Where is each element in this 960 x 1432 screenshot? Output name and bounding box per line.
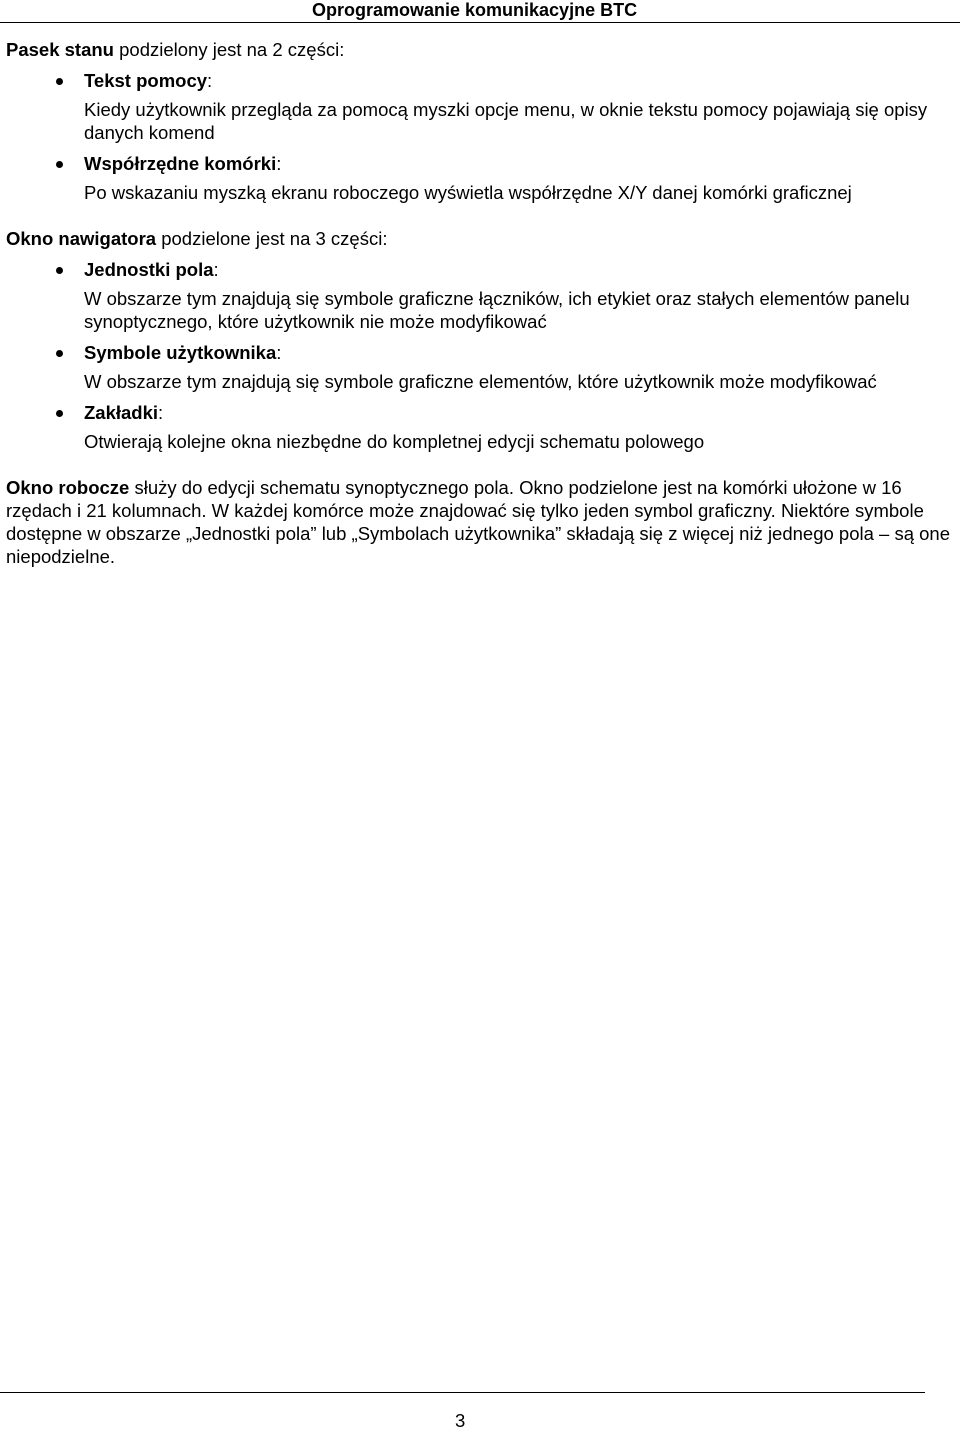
list-item [6, 152, 956, 175]
page-number: 3 [455, 1410, 466, 1431]
item-description: Kiedy użytkownik przegląda za pomocą myszki opcje menu, w oknie tekstu pomocy pojawiają się opisy danych komend [84, 99, 928, 143]
bullet-icon [56, 161, 63, 168]
item-description: Otwierają kolejne okna niezbędne do kompletnej edycji schematu polowego [84, 431, 705, 452]
workspace-heading-bold: Okno robocze [6, 477, 130, 498]
bullet-icon [56, 350, 63, 357]
item-title: Zakładki [84, 402, 159, 423]
item-description: Po wskazaniu myszką ekranu roboczego wyświetla współrzędne X/Y danej komórki graficznej [84, 182, 852, 203]
item-title-suffix: : [207, 70, 213, 91]
bullet-icon [56, 267, 63, 274]
list-item [6, 258, 956, 281]
workspace-text: służy do edycji schematu synoptycznego pola. Okno podzielone jest na komórki ułożone w 16 rzędach i 21 kolumnach. W każdej komórce może znajdować się tylko jeden symbol graficzny. Niektóre symbole dostępne w obszarze „Jednostki pola” lub „Symbolach użytkownika” składają się z więcej niż jednego pola – są one niepodzielne. [6, 477, 951, 567]
document-body [6, 38, 956, 568]
bullet-icon [56, 410, 63, 417]
footer-rule [0, 1392, 925, 1393]
navigator-heading-rest: podzielone jest na 3 części: [156, 228, 388, 249]
item-title-suffix: : [276, 342, 282, 363]
item-title-suffix: : [276, 153, 282, 174]
header-rule [0, 22, 960, 23]
item-title: Jednostki pola [84, 259, 214, 280]
item-title: Współrzędne komórki [84, 153, 277, 174]
item-title-suffix: : [213, 259, 219, 280]
bullet-icon [56, 78, 63, 85]
list-item [6, 341, 956, 364]
item-title: Tekst pomocy [84, 70, 208, 91]
list-item [6, 401, 956, 424]
item-title-suffix: : [158, 402, 164, 423]
item-title: Symbole użytkownika [84, 342, 277, 363]
navigator-heading-bold: Okno nawigatora [6, 228, 157, 249]
item-description: W obszarze tym znajdują się symbole graficzne łączników, ich etykiet oraz stałych elementów panelu synoptycznego, które użytkownik nie może modyfikować [84, 288, 910, 332]
status-bar-heading-bold: Pasek stanu [6, 39, 114, 60]
workspace-paragraph [6, 476, 956, 568]
status-bar-heading-rest: podzielony jest na 2 części: [113, 39, 345, 60]
navigator-heading [6, 227, 956, 250]
list-item [6, 69, 956, 92]
status-bar-heading [6, 38, 956, 61]
item-description: W obszarze tym znajdują się symbole graficzne elementów, które użytkownik może modyfikować [84, 371, 877, 392]
page-header-title: Oprogramowanie komunikacyjne BTC [312, 0, 638, 20]
